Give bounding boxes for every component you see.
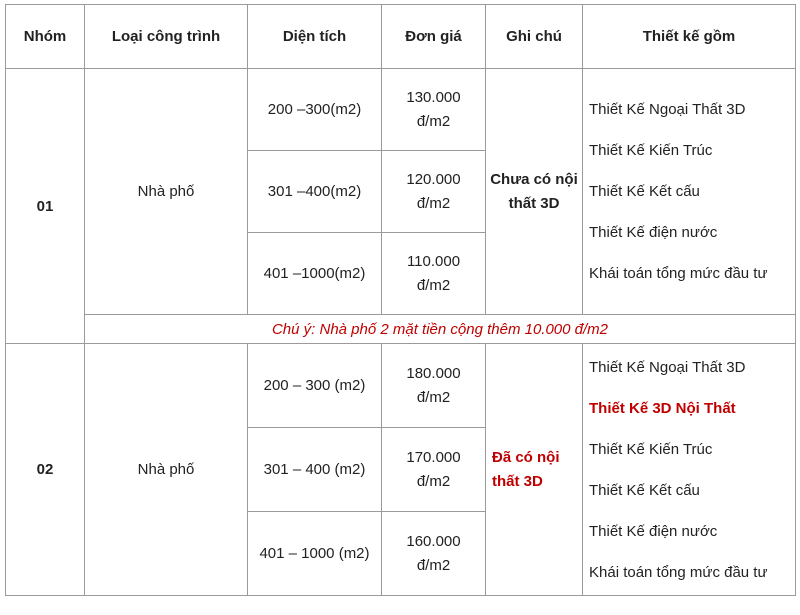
area-cell: 301 – 400 (m2) [248,428,382,512]
table-row [6,344,796,428]
design-item-highlight: Thiết Kế 3D Nội Thất [589,399,736,417]
price-value: 170.000 [406,448,461,466]
price-value: 180.000 [406,364,461,382]
price-cell [382,512,486,596]
design-item: Khái toán tổng mức đầu tư [589,265,768,282]
design-list [583,69,796,315]
design-item: Thiết Kế Ngoại Thất 3D [589,358,746,376]
price-value: 130.000 [406,88,461,106]
group-id: 02 [6,344,85,596]
price-cell [382,428,486,512]
design-list [583,344,796,596]
price-cell [382,151,486,233]
building-type: Nhà phố [85,344,248,596]
group-id: 01 [6,69,85,344]
design-item: Thiết Kế điện nước [589,224,718,241]
area-cell: 200 – 300 (m2) [248,344,382,428]
price-cell [382,344,486,428]
price-unit: đ/m2 [416,388,451,406]
design-item: Khái toán tổng mức đầu tư [589,563,768,581]
header-area: Diện tích [248,5,382,69]
header-design: Thiết kế gồm [583,5,796,69]
price-cell [382,233,486,315]
price-cell [382,69,486,151]
price-value: 160.000 [406,532,461,550]
note-cell: Chưa có nội thất 3D [486,69,583,315]
price-value: 120.000 [406,170,461,188]
area-cell: 401 –1000(m2) [248,233,382,315]
design-item: Thiết Kế Kiến Trúc [589,440,713,458]
price-unit: đ/m2 [416,276,451,294]
design-item: Thiết Kế Ngoại Thất 3D [589,101,746,118]
area-cell: 200 –300(m2) [248,69,382,151]
header-price: Đơn giá [382,5,486,69]
area-cell: 401 – 1000 (m2) [248,512,382,596]
header-type: Loại công trình [85,5,248,69]
header-group: Nhóm [6,5,85,69]
price-unit: đ/m2 [416,194,451,212]
design-item: Thiết Kế Kết cấu [589,183,700,200]
header-note: Ghi chú [486,5,583,69]
pricing-table [5,4,796,596]
building-type: Nhà phố [85,69,248,315]
table-row [6,69,796,151]
price-unit: đ/m2 [416,112,451,130]
area-cell: 301 –400(m2) [248,151,382,233]
remark-text: Chú ý: Nhà phố 2 mặt tiền cộng thêm 10.000 đ/m2 [85,315,796,344]
design-item: Thiết Kế Kiến Trúc [589,142,713,159]
price-unit: đ/m2 [416,556,451,574]
design-item: Thiết Kế Kết cấu [589,481,700,499]
header-row [6,5,796,69]
price-value: 110.000 [406,252,461,270]
design-item: Thiết Kế điện nước [589,522,718,540]
price-unit: đ/m2 [416,472,451,490]
note-cell: Đã có nội thất 3D [486,344,583,596]
remark-row [6,315,796,344]
